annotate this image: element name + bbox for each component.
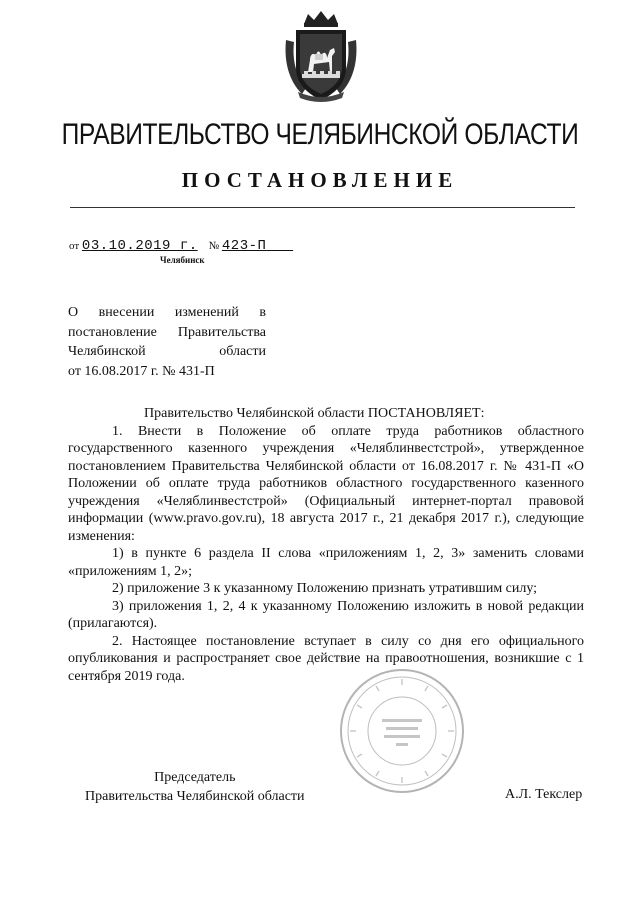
official-seal-icon — [338, 667, 466, 795]
number-label: № — [208, 240, 220, 252]
from-label: от — [69, 240, 80, 252]
city-name: Челябинск — [160, 255, 205, 265]
paragraph-1-item-1: 1) в пункте 6 раздела II слова «приложениям 1, 2, 3» заменить словами «приложениям 1, 2»; — [68, 546, 584, 579]
paragraph-1: 1. Внести в Положение об оплате труда работников областного государственного казенного учреждения «Челяблинвестстрой», утвержденное постановлением Правительства Челябинской области от 16.08.2017 г. № 431-П «О Положении об оплате труда работников областного государственного казенного учреждения «Челяблинвестстрой» (Официальный интернет-портал правовой информации (www.pravo.gov.ru), 18 августа 2017 г., 21 декабря 2017 г.), следующие изменения: — [68, 423, 584, 544]
coat-of-arms-icon — [282, 10, 360, 102]
signatory-position — [85, 768, 305, 806]
document-number: 423-П — [221, 238, 267, 254]
government-title: ПРАВИТЕЛЬСТВО ЧЕЛЯБИНСКОЙ ОБЛАСТИ — [61, 118, 579, 151]
subject-line: постановление Правительства — [68, 324, 266, 340]
header-divider — [70, 207, 575, 208]
document-subject — [68, 303, 266, 381]
paragraph-1-item-3: 3) приложения 1, 2, 4 к указанному Положению изложить в новой редакции (прилагаются). — [68, 598, 584, 631]
document-type-title: ПОСТАНОВЛЕНИЕ — [181, 168, 459, 192]
position-line: Председатель — [154, 770, 236, 785]
paragraph-1-item-2: 2) приложение 3 к указанному Положению признать утратившим силу; — [112, 581, 538, 596]
subject-line: от 16.08.2017 г. № 431-П — [68, 363, 215, 379]
preamble: Правительство Челябинской области ПОСТАНОВЛЯЕТ: — [144, 406, 485, 421]
signatory-name: А.Л. Текслер — [505, 787, 583, 802]
subject-line: О внесении изменений в — [68, 305, 266, 320]
subject-line: Челябинской области — [68, 344, 266, 359]
paragraph-2: 2. Настоящее постановление вступает в силу со дня его официального опубликования и распространяет свое действие на правоотношения, возникшие с 1 сентября 2019 года. — [68, 633, 584, 684]
document-body — [68, 405, 584, 685]
date-number-line — [69, 238, 293, 254]
document-date: 03.10.2019 г. — [81, 238, 198, 254]
position-line: Правительства Челябинской области — [85, 789, 305, 804]
